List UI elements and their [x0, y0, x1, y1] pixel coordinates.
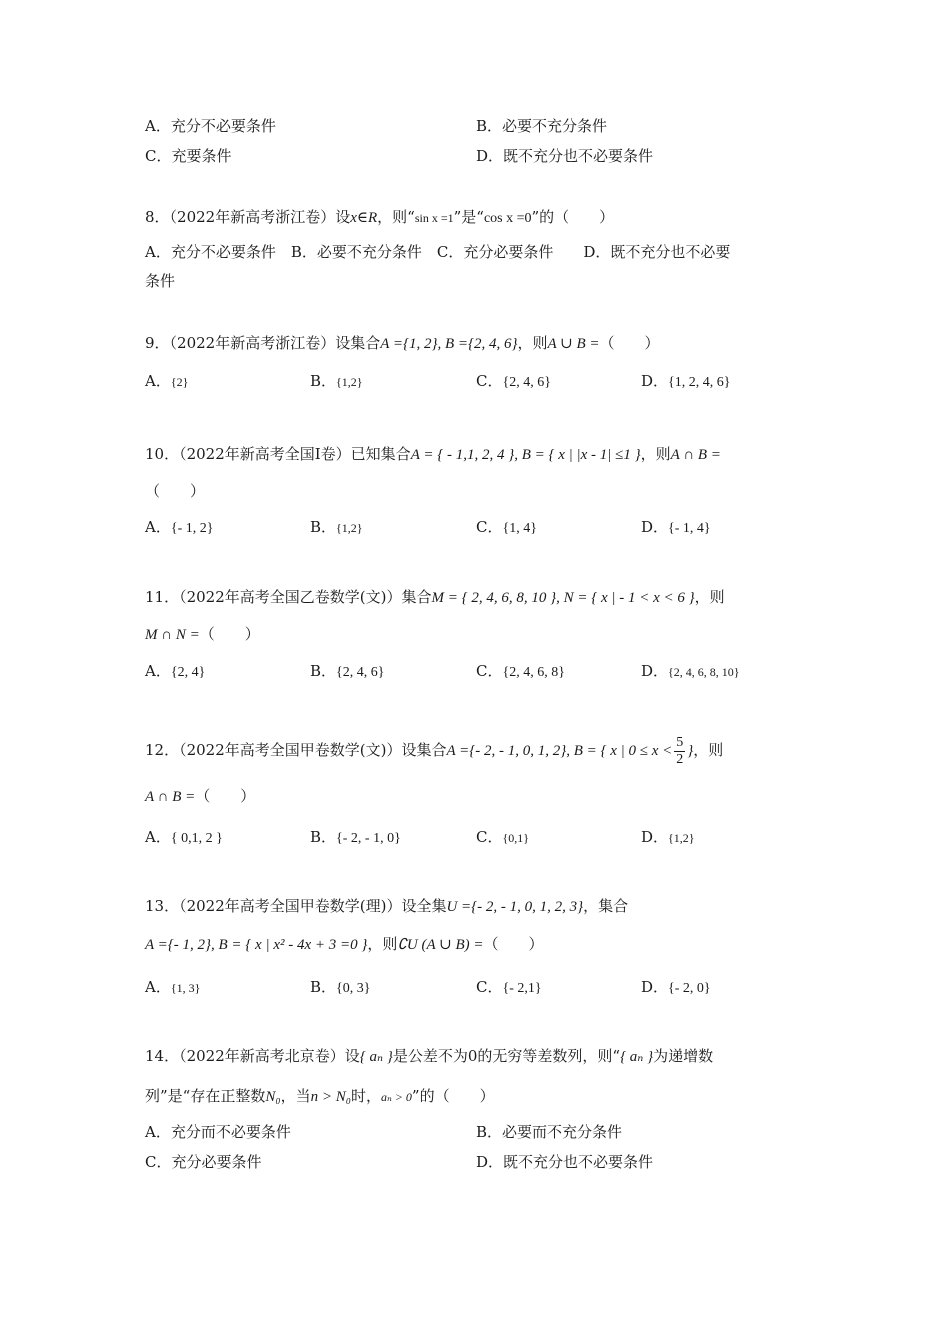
q14-stem-wrap: 列”是“存在正整数N₀，当n > N₀时，aₙ > 0”的（ ）	[145, 1087, 495, 1105]
q8-options: A．充分不必要条件 B．必要不充分条件 C．充分必要条件 D．既不充分也不必要	[145, 243, 731, 261]
q7-option-d: D．既不充分也不必要条件	[476, 147, 654, 165]
q14-option-b: B．必要而不充分条件	[476, 1123, 623, 1141]
q7-option-c: C．充要条件	[145, 147, 232, 165]
q9-option-a: A．{2}	[145, 372, 189, 390]
q12-option-c: C．{0,1}	[476, 828, 530, 846]
q12-stem-wrap: A ∩ B =（ ）	[145, 787, 256, 805]
q9-option-c: C．{2, 4, 6}	[476, 372, 551, 390]
q12-option-d: D．{1,2}	[641, 828, 695, 846]
q13-stem: 13．（2022年高考全国甲卷数学(理)）设全集U ={- 2, - 1, 0, 1, 2, 3}，集合	[145, 897, 629, 915]
q11-stem-wrap: M ∩ N =（ ）	[145, 625, 260, 643]
q12-fraction: $\frac{5}{2}$	[676, 734, 684, 767]
q10-stem: 10．（2022年新高考全国I卷）已知集合A = { - 1,1, 2, 4 }, B = { x | |x - 1| ≤1 }，则A ∩ B =	[145, 445, 721, 463]
q10-option-a: A．{- 1, 2}	[145, 518, 214, 536]
q13-option-a: A．{1, 3}	[145, 978, 201, 996]
q11-option-a: A．{2, 4}	[145, 662, 206, 680]
q14-option-c: C．充分必要条件	[145, 1153, 262, 1171]
q9-stem: 9．（2022年新高考浙江卷）设集合A ={1, 2}, B ={2, 4, 6}，则A ∪ B =（ ）	[145, 334, 660, 352]
q8-options-wrap: 条件	[145, 272, 176, 290]
q11-option-b: B．{2, 4, 6}	[310, 662, 385, 680]
q11-option-d: D．{2, 4, 6, 8, 10}	[641, 662, 740, 680]
q9-option-d: D．{1, 2, 4, 6}	[641, 372, 731, 390]
q13-option-c: C．{- 2,1}	[476, 978, 542, 996]
q14-option-a: A．充分而不必要条件	[145, 1123, 291, 1141]
q11-stem: 11．（2022年高考全国乙卷数学(文)）集合M = { 2, 4, 6, 8, 10 }, N = { x | - 1 < x < 6 }，则	[145, 588, 725, 606]
q12-stem: 12．（2022年高考全国甲卷数学(文)）设集合A ={- 2, - 1, 0, 1, 2}, B = { x | 0 ≤ x < $\frac{5}{2}$ }，则	[145, 734, 724, 767]
q11-option-c: C．{2, 4, 6, 8}	[476, 662, 565, 680]
q14-option-d: D．既不充分也不必要条件	[476, 1153, 654, 1171]
q13-stem-wrap: A ={- 1, 2}, B = { x | x² - 4x + 3 =0 }，则∁U (A ∪ B) =（ ）	[145, 935, 544, 953]
q10-option-c: C．{1, 4}	[476, 518, 537, 536]
q12-option-b: B．{- 2, - 1, 0}	[310, 828, 401, 846]
q14-stem: 14．（2022年新高考北京卷）设{ aₙ }是公差不为0的无穷等差数列，则“{ aₙ }为递增数	[145, 1047, 714, 1065]
q13-option-b: B．{0, 3}	[310, 978, 371, 996]
q13-option-d: D．{- 2, 0}	[641, 978, 711, 996]
q12-option-a: A．{ 0,1, 2 }	[145, 828, 223, 846]
q10-stem-wrap: （ ）	[145, 482, 206, 500]
q9-option-b: B．{1,2}	[310, 372, 363, 390]
q7-option-b: B．必要不充分条件	[476, 117, 608, 135]
q7-option-a: A．充分不必要条件	[145, 117, 276, 135]
q10-option-d: D．{- 1, 4}	[641, 518, 711, 536]
q10-option-b: B．{1,2}	[310, 518, 363, 536]
q8-stem: 8．（2022年新高考浙江卷）设x∈R，则“sin x =1”是“cos x =0”的（ ）	[145, 208, 615, 226]
